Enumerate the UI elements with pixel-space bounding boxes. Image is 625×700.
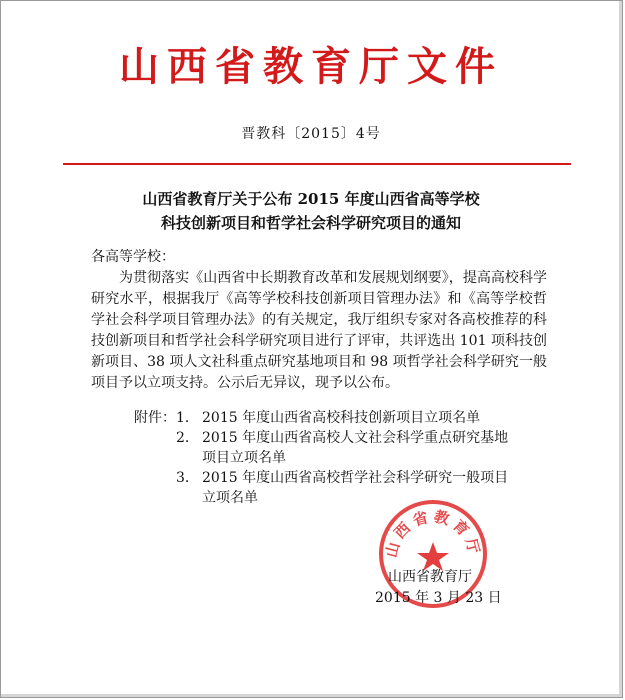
body-paragraph: 为贯彻落实《山西省中长期教育改革和发展规划纲要》，提高高校科学研究水平，根据我厅《高等学校科技创新项目管理办法》和《高等学校哲学社会科学项目管理办法》的有关规定，我厅组织专家对各高校推荐的科技创新项目和哲学社会科学研究项目进行了评审，共评选出 101 项科技创新项目、38 项人文社科重点研究基地项目和 98 项哲学社会科学研究一般项目予以立项支持。公示后无异议，现予以公布。 xyxy=(91,270,547,391)
attachment-number: 1． xyxy=(176,410,199,426)
attachments-list xyxy=(134,408,564,508)
document-page xyxy=(5,5,617,693)
title-line-2: 科技创新项目和哲学社会科学研究项目的通知 xyxy=(160,214,461,232)
header-divider xyxy=(63,163,571,165)
attachment-title: 2015 年度山西省高校哲学社会科学研究一般项目 xyxy=(202,470,509,486)
salutation: 各高等学校： xyxy=(91,249,175,265)
document-number: 晋教科〔2015〕4号 xyxy=(241,126,381,142)
document-body xyxy=(91,247,547,394)
attachment-item-1 xyxy=(134,408,564,428)
attachment-number: 3． xyxy=(176,470,199,486)
attachment-item-2 xyxy=(134,428,564,448)
issue-date: 2015 年 3 月 23 日 xyxy=(375,590,502,606)
attachment-number: 2． xyxy=(176,430,199,446)
attachment-item-3 xyxy=(134,468,564,488)
attachment-title: 2015 年度山西省高校科技创新项目立项名单 xyxy=(202,410,481,426)
document-title xyxy=(5,187,617,235)
title-line-1: 山西省教育厅关于公布 2015 年度山西省高等学校 xyxy=(142,190,480,208)
document-header: 山西省教育厅文件 xyxy=(119,44,503,90)
attachment-title-continued: 立项名单 xyxy=(202,490,258,506)
seal-text: 山西省教育厅 xyxy=(382,507,484,560)
attachments-label: 附件： xyxy=(134,410,176,426)
attachment-title-continued: 项目立项名单 xyxy=(202,450,286,466)
attachment-title: 2015 年度山西省高校人文社会科学重点研究基地 xyxy=(202,430,509,446)
issuer-name: 山西省教育厅 xyxy=(388,569,472,585)
